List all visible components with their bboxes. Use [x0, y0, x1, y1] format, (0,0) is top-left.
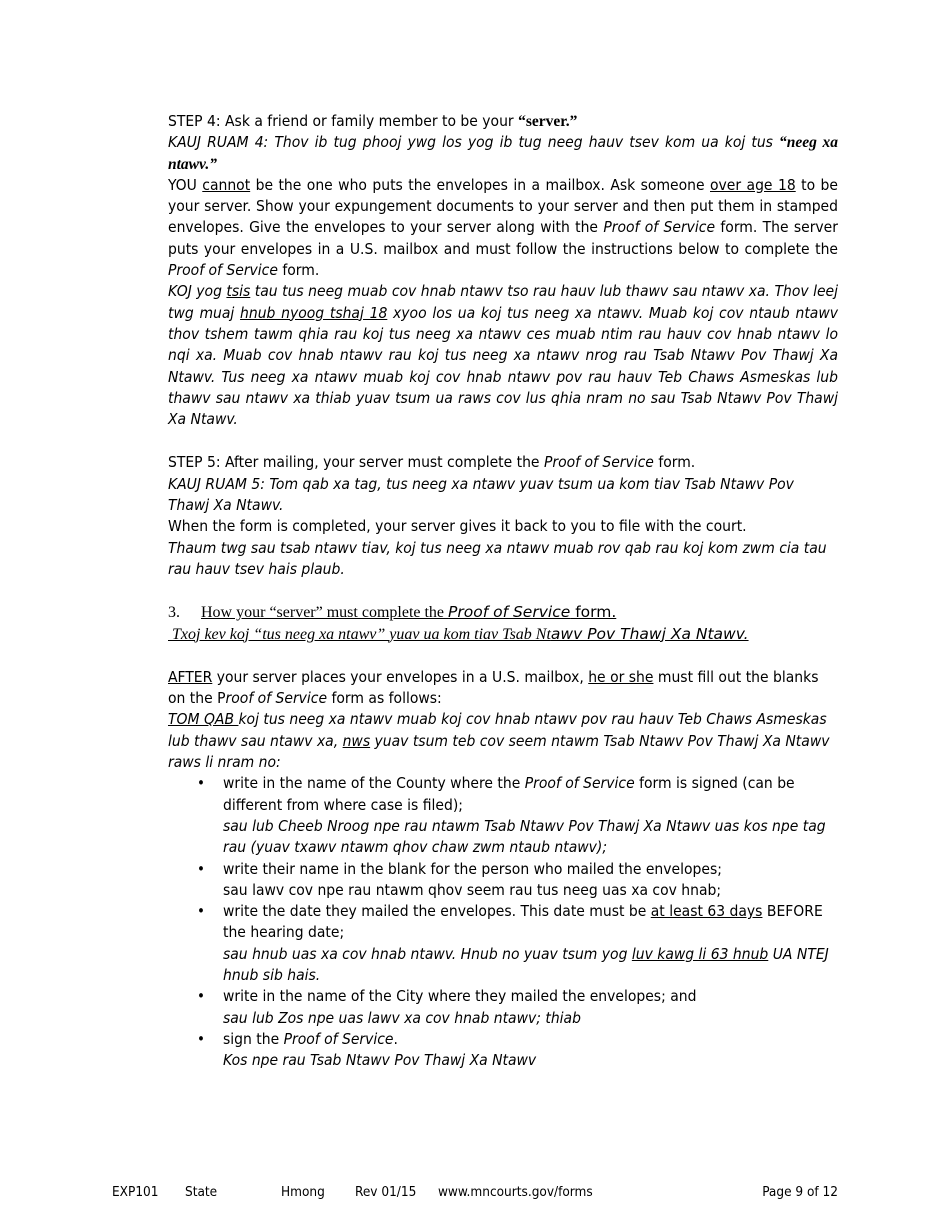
footer-revision: Rev 01/15: [355, 1184, 417, 1200]
list-item: • write in the name of the City where they mailed the envelopes; and sau lub Zos npe uas lawv xa cov hnab ntawv; thiab: [168, 986, 838, 1029]
list-item: • sign the Proof of Service. Kos npe rau Tsab Ntawv Pov Thawj Xa Ntawv: [168, 1029, 838, 1072]
list-item: • write in the name of the County where the Proof of Service form is signed (can be different from where case is filed); sau lub Cheeb Nroog npe rau ntawm Tsab Ntawv Pov Thawj Xa Ntawv uas kos npe tag rau (yuav txawv ntawm qhov chaw zwm ntaub ntawv);: [168, 773, 838, 858]
footer-language: Hmong: [281, 1184, 325, 1200]
list-item: • write the date they mailed the envelopes. This date must be at least 63 days BEFORE the hearing date; sau hnub uas xa cov hnab ntawv. Hnub no yuav tsum yog luv kawg li 63 hnub UA NTEJ hnub sib hais.: [168, 901, 838, 986]
page-content: [168, 111, 838, 1071]
step4-heading-en: STEP 4: Ask a friend or family member to be your “server.”: [168, 112, 578, 130]
step5-heading-hmong: KAUJ RUAM 5: Tom qab xa tag, tus neeg xa ntawv yuav tsum ua kom tiav Tsab Ntawv Pov Thawj Xa Ntawv.: [168, 474, 794, 515]
instruction-list: [168, 773, 838, 1071]
footer-page-number: Page 9 of 12: [762, 1184, 838, 1200]
step4-heading-hmong: KAUJ RUAM 4: Thov ib tug phooj ywg los yog ib tug neeg hauv tsev kom ua koj tus “neeg xa ntawv.”: [168, 133, 838, 173]
after-paragraph-en: AFTER your server places your envelopes in a U.S. mailbox, he or she must fill out the blanks on the Proof of Service form as follows:: [168, 667, 819, 708]
footer-form-id: EXP101: [112, 1184, 159, 1200]
section3-title-en: 3. How your “server” must complete the Proof of Service form.: [168, 603, 617, 622]
step5-paragraph-en: When the form is completed, your server gives it back to you to file with the court.: [168, 517, 747, 536]
step5-paragraph-hmong: Thaum twg sau tsab ntawv tiav, koj tus neeg xa ntawv muab rov qab rau koj kom zwm cia tau rau hauv tsev hais plaub.: [168, 538, 827, 578]
section3-title-hmong: Txoj kev koj “tus neeg xa ntawv” yuav ua kom tiav Tsab Ntawv Pov Thawj Xa Ntawv.: [172, 624, 749, 643]
footer-url[interactable]: www.mncourts.gov/forms: [438, 1184, 593, 1200]
footer-state: State: [185, 1184, 218, 1200]
step5-heading-en: STEP 5: After mailing, your server must complete the Proof of Service form.: [168, 453, 696, 472]
step4-paragraph-hmong: KOJ yog tsis tau tus neeg muab cov hnab ntawv tso rau hauv lub thawv sau ntawv xa. Thov leej twg muaj hnub nyoog tshaj 18 xyoo los ua koj tus neeg xa ntawv. Muab koj cov ntaub ntawv thov tshem tawm qhia rau koj tus neeg xa ntawv ces muab ntim rau hauv cov hnab ntawv lo nqi xa. Muab cov hnab ntawv rau koj tus neeg xa ntawv nrog rau Tsab Ntawv Pov Thawj Xa Ntawv. Tus neeg xa ntawv muab koj cov hnab ntawv pov rau hauv Teb Chaws Asmeskas lub thawv sau ntawv xa thiab yuav tsum ua raws cov lus qhia nram no sau Tsab Ntawv Pov Thawj Xa Ntawv.: [168, 282, 838, 429]
after-paragraph-hmong: TOM QAB koj tus neeg xa ntawv muab koj cov hnab ntawv pov rau hauv Teb Chaws Asmeskas lub thawv sau ntawv xa, nws yuav tsum teb cov seem ntawm Tsab Ntawv Pov Thawj Xa Ntawv raws li nram no:: [168, 710, 830, 772]
list-item: • write their name in the blank for the person who mailed the envelopes; sau lawv cov npe rau ntawm qhov seem rau tus neeg uas xa cov hnab;: [168, 859, 838, 902]
step4-paragraph-en: YOU cannot be the one who puts the envelopes in a mailbox. Ask someone over age 18 to be your server. Show your expungement documents to your server and then put them in stamped envelopes. Give the envelopes to your server along with the Proof of Service form. The server puts your envelopes in a U.S. mailbox and must follow the instructions below to complete the Proof of Service form.: [168, 175, 838, 280]
